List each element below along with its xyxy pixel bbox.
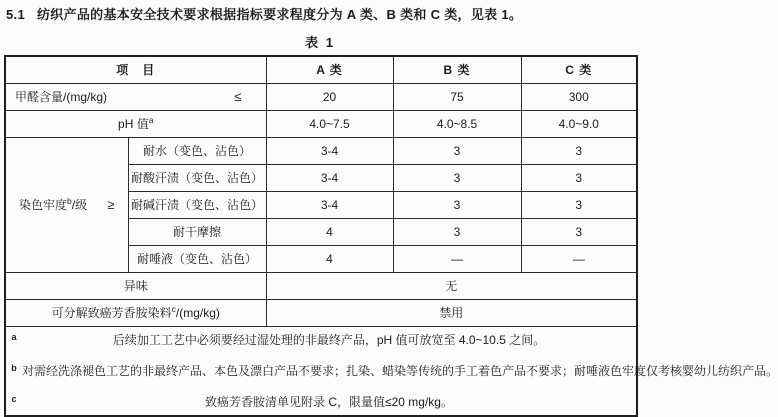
water-c: 3 [521,138,637,165]
greater-equal-sign: ≥ [107,197,115,212]
water-label: 耐水（变色、沾色） [128,138,266,165]
header-class-c: C 类 [521,56,637,84]
footnote-ref-b: b [67,196,72,206]
acid-sweat-b: 3 [393,165,521,192]
water-a: 3-4 [266,138,393,165]
saliva-c: — [521,246,637,273]
footnote-a-text: 后续加工工艺中必须要经过湿处理的非最终产品，pH 值可放宽至 4.0~10.5 之间。 [112,333,546,347]
saliva-b: — [393,246,521,273]
footnote-ref-c: c [171,304,176,314]
footnote-b-marker: b [11,363,17,373]
ph-label: pH 值 [118,117,149,131]
dry-rubbing-b: 3 [393,219,521,246]
row-amines [5,300,637,327]
clause-text: 纺织产品的基本安全技术要求根据指标要求程度分为 A 类、B 类和 C 类，见表 1。 [36,7,523,22]
ph-a: 4.0~7.5 [266,111,393,138]
formaldehyde-b: 75 [393,84,521,111]
ph-c: 4.0~9.0 [521,111,637,138]
alkali-sweat-b: 3 [393,192,521,219]
alkali-sweat-a: 3-4 [266,192,393,219]
formaldehyde-c: 300 [521,84,637,111]
saliva-a: 4 [266,246,393,273]
formaldehyde-a: 20 [266,84,393,111]
dry-rubbing-a: 4 [266,219,393,246]
footnotes-row [5,327,637,417]
fastness-group-cell [5,138,128,273]
footnotes-cell [5,327,778,417]
ph-b: 4.0~8.5 [393,111,521,138]
footnote-ref-a: a [148,115,154,125]
alkali-sweat-label: 耐碱汗渍（变色、沾色） [128,192,266,219]
acid-sweat-label: 耐酸汗渍（变色、沾色） [128,165,266,192]
header-row [5,56,637,84]
header-class-b: B 类 [393,56,521,84]
formaldehyde-label: 甲醛含量/(mg/kg) [15,90,108,104]
footnote-c [6,389,636,415]
acid-sweat-a: 3-4 [266,165,393,192]
odor-value: 无 [266,273,637,300]
footnote-a [6,327,636,353]
formaldehyde-label-cell [5,84,266,111]
dry-rubbing-c: 3 [521,219,637,246]
water-b: 3 [393,138,521,165]
ph-label-cell [5,111,266,138]
row-fastness-water [5,138,637,165]
amines-label: 可分解致癌芳香胺染料 [51,306,172,320]
table-caption: 表 1 [305,35,335,50]
header-class-a: A 类 [266,56,393,84]
saliva-label: 耐唾液（变色、沾色） [128,246,266,273]
dry-rubbing-label: 耐干摩擦 [128,219,266,246]
footnote-b-text: 对需经洗涤褪色工艺的非最终产品、本色及漂白产品不要求；扎染、蜡染等传统的手工着色产品不要求；耐唾液色牢度仅考核婴幼儿纺织产品。 [22,364,778,378]
clause-number: 5.1 [6,7,25,22]
row-formaldehyde [5,84,637,111]
fastness-group-label: 染色牢度$^b$/级 [19,196,88,212]
footnote-b [6,358,778,384]
amines-value: 禁用 [266,300,637,327]
footnote-a-marker: a [11,332,17,342]
row-ph [5,111,637,138]
less-equal-sign: ≤ [234,89,242,104]
header-item: 项 目 [5,56,266,84]
acid-sweat-c: 3 [521,165,637,192]
requirements-table [4,55,778,417]
amines-unit: /(mg/kg) [175,306,220,320]
footnote-c-marker: c [11,394,17,404]
odor-label: 异味 [5,273,266,300]
clause-heading [6,4,634,23]
footnote-c-text: 致癌芳香胺清单见附录 C，限量值≤20 mg/kg。 [205,395,453,409]
alkali-sweat-c: 3 [521,192,637,219]
amines-label-cell [5,300,266,327]
row-odor [5,273,637,300]
